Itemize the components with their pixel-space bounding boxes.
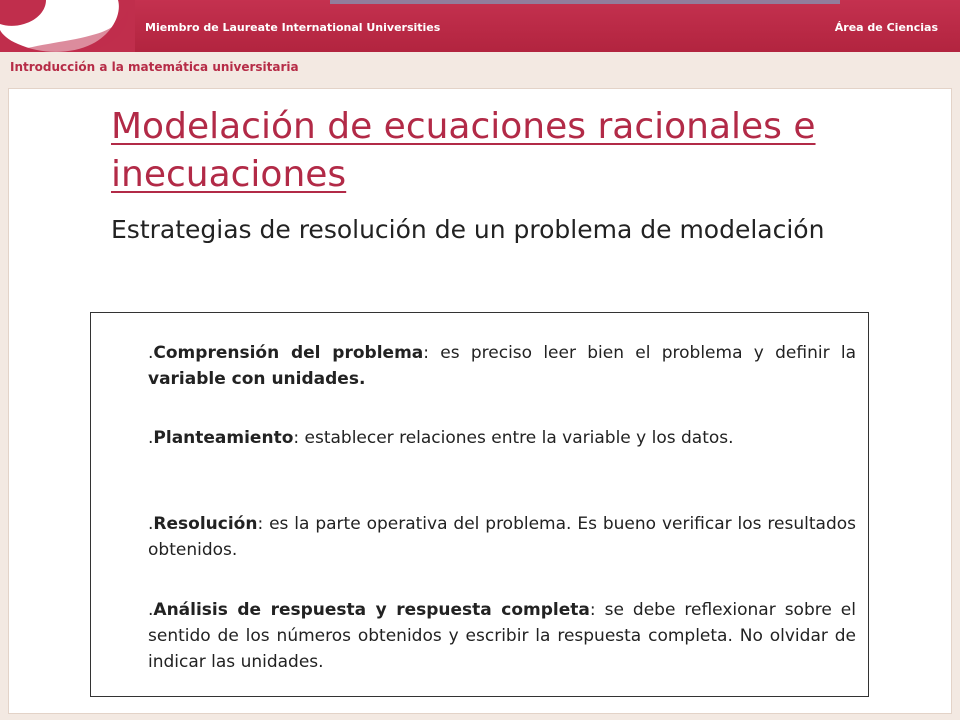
item-bullet: . bbox=[148, 428, 154, 448]
strategies-box bbox=[90, 312, 869, 697]
item-term: Resolución bbox=[153, 514, 258, 534]
item-text: : es la parte operativa del problema. Es bueno verificar los resultados obtenidos. bbox=[148, 514, 856, 560]
strategy-item bbox=[148, 511, 856, 563]
item-term: Comprensión del problema bbox=[153, 343, 424, 363]
item-emphasis: variable con unidades. bbox=[148, 369, 366, 389]
area-label: Área de Ciencias bbox=[834, 21, 938, 34]
item-bullet: . bbox=[148, 600, 154, 620]
item-term: Planteamiento bbox=[153, 428, 294, 448]
strategy-item bbox=[148, 597, 856, 675]
strategy-item bbox=[148, 425, 856, 451]
university-logo-icon bbox=[0, 0, 135, 52]
strategy-item bbox=[148, 340, 856, 392]
membership-text: Miembro de Laureate International Universities bbox=[145, 21, 441, 34]
course-title: Introducción a la matemática universitaria bbox=[10, 60, 299, 74]
item-term: Análisis de respuesta y respuesta completa bbox=[153, 600, 590, 620]
course-band bbox=[0, 52, 960, 85]
item-text: : es preciso leer bien el problema y definir la bbox=[423, 343, 856, 363]
slide-title: Modelación de ecuaciones racionales e inecuaciones bbox=[111, 106, 816, 195]
item-bullet: . bbox=[148, 514, 154, 534]
item-bullet: . bbox=[148, 343, 154, 363]
header-banner bbox=[0, 0, 960, 52]
slide-subtitle: Estrategias de resolución de un problema de modelación bbox=[111, 215, 825, 244]
item-text: : se debe reflexionar sobre el sentido de los números obtenidos y escribir la respuesta completa. No olvidar de indicar las unidades. bbox=[148, 600, 856, 672]
item-text: : establecer relaciones entre la variable y los datos. bbox=[293, 428, 734, 448]
header-accent-line bbox=[330, 0, 840, 4]
